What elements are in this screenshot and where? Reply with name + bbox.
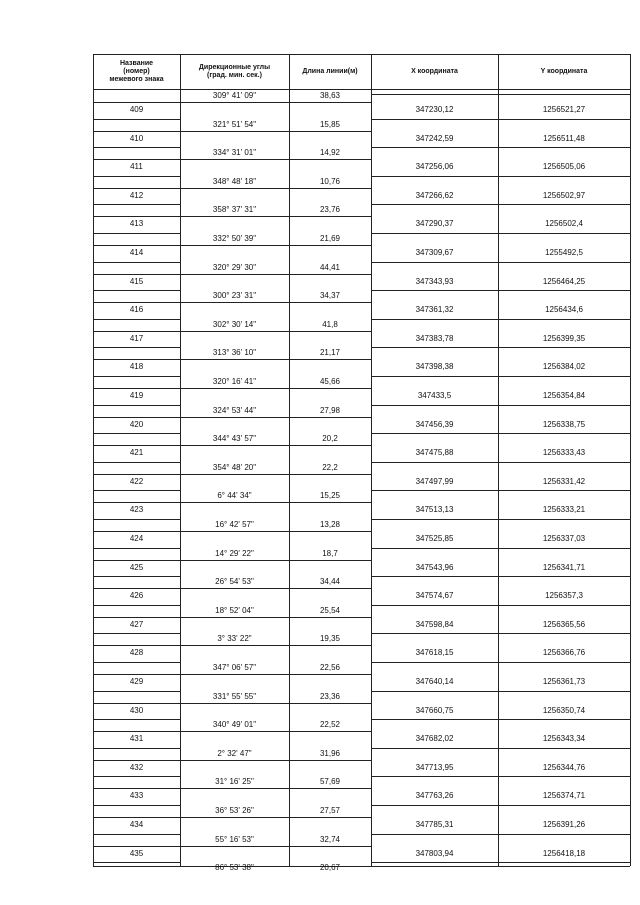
y-coordinate: 1256502,97: [542, 190, 586, 200]
y-coordinate: 1256384,02: [542, 362, 586, 372]
name-rule: [93, 703, 180, 704]
y-coordinate: 1256391,26: [542, 820, 586, 829]
row-rule: [180, 617, 371, 618]
row-rule: [180, 417, 371, 418]
point-rule: [93, 147, 180, 148]
point-rule: [93, 862, 180, 863]
name-rule: [93, 445, 180, 446]
x-coordinate: 347513,13: [415, 505, 454, 515]
name-rule: [93, 245, 180, 246]
y-coordinate: 1256343,34: [542, 734, 586, 744]
point-rule: [93, 176, 180, 177]
point-rule: [93, 691, 180, 692]
y-coordinate: 1256333,21: [542, 505, 586, 515]
point-rule: [93, 376, 180, 377]
point-rule: [371, 862, 630, 863]
row-rule: [180, 502, 371, 503]
direction-angle: 31° 16' 25": [215, 777, 254, 787]
point-rule: [371, 633, 630, 634]
y-coordinate: 1256505,06: [542, 162, 586, 172]
point-rule: [93, 748, 180, 749]
line-length: 23,36: [319, 691, 341, 701]
point-rule: [371, 462, 630, 463]
point-name: 425: [129, 562, 144, 572]
y-coordinate: 1256361,73: [542, 677, 586, 686]
line-length: 14,92: [319, 148, 341, 158]
direction-angle: 3° 33' 22": [217, 634, 252, 644]
line-length: 10,76: [319, 176, 341, 186]
line-length: 32,74: [319, 834, 341, 844]
direction-angle: 55° 16' 53": [215, 834, 254, 844]
point-name: 418: [129, 362, 144, 372]
header-length-line: Длина линии(м): [302, 67, 358, 75]
y-coordinate: 1256418,18: [542, 848, 586, 858]
point-rule: [93, 548, 180, 549]
x-coordinate: 347763,26: [415, 791, 454, 801]
line-length: 34,37: [319, 291, 341, 301]
name-rule: [93, 617, 180, 618]
y-coordinate: 1256354,84: [542, 391, 586, 400]
row-rule: [180, 102, 371, 103]
y-coordinate: 1256511,48: [543, 133, 585, 143]
point-rule: [371, 834, 630, 835]
name-rule: [93, 674, 180, 675]
line-length: 34,44: [319, 577, 341, 587]
x-coordinate: 347361,32: [415, 305, 454, 315]
point-rule: [371, 576, 630, 577]
point-name: 417: [129, 333, 144, 343]
x-coordinate: 347785,31: [415, 820, 454, 829]
name-rule: [93, 560, 180, 561]
point-rule: [93, 290, 180, 291]
point-rule: [93, 490, 180, 491]
point-rule: [371, 605, 630, 606]
line-length: 44,41: [319, 262, 341, 272]
point-rule: [371, 519, 630, 520]
point-name: 420: [129, 419, 144, 429]
point-rule: [93, 605, 180, 606]
y-coordinate: 1256502,4: [545, 219, 583, 229]
line-length: 25,54: [319, 605, 341, 615]
point-name: 415: [129, 276, 144, 286]
header-angle-line: Дирекционные углы: [198, 63, 271, 71]
line-length: 45,66: [319, 377, 341, 386]
x-coordinate: 347433,5: [417, 391, 452, 400]
x-coordinate: 347682,02: [415, 734, 454, 744]
x-coordinate: 347803,94: [415, 848, 454, 858]
row-rule: [180, 274, 371, 275]
row-rule: [180, 188, 371, 189]
name-rule: [93, 216, 180, 217]
y-coordinate: 1256374,71: [542, 791, 586, 801]
name-rule: [93, 531, 180, 532]
point-name: 421: [129, 448, 144, 458]
header-angle-line: (град. мин. сек.): [207, 71, 262, 79]
x-coordinate: 347497,99: [415, 476, 454, 486]
x-coordinate: 347456,39: [415, 419, 454, 429]
y-coordinate: 1255492,5: [545, 248, 583, 257]
y-coordinate: 1256464,25: [542, 276, 586, 286]
point-name: 419: [129, 391, 144, 400]
header-name-line: Название: [119, 59, 154, 67]
point-name: 430: [129, 705, 144, 715]
point-name: 416: [129, 305, 144, 315]
point-rule: [93, 433, 180, 434]
name-rule: [93, 502, 180, 503]
direction-angle: 302° 30' 14": [212, 319, 257, 329]
direction-angle: 36° 53' 26": [215, 806, 254, 815]
point-name: 427: [129, 619, 144, 629]
y-coordinate: 1256338,75: [542, 419, 586, 429]
x-coordinate: 347343,93: [415, 276, 454, 286]
row-rule: [180, 474, 371, 475]
point-rule: [371, 376, 630, 377]
xy-top-rule: [371, 94, 630, 95]
row-rule: [180, 846, 371, 847]
row-rule: [180, 531, 371, 532]
direction-angle: 14° 29' 22": [215, 548, 254, 558]
point-name: 432: [129, 762, 144, 772]
point-rule: [93, 834, 180, 835]
row-rule: [180, 159, 371, 160]
row-rule: [180, 445, 371, 446]
direction-angle: 354° 48' 20": [212, 462, 257, 472]
header-length: [289, 68, 371, 76]
x-coordinate: 347266,62: [415, 190, 454, 200]
line-length: 21,69: [319, 234, 341, 243]
header-name-line: межевого знака: [109, 75, 164, 83]
point-rule: [371, 147, 630, 148]
row-rule: [180, 817, 371, 818]
y-coordinate: 1256521,27: [542, 105, 586, 114]
x-coordinate: 347574,67: [415, 591, 454, 601]
header-angle: [180, 64, 289, 80]
line-length: 13,28: [319, 520, 341, 529]
y-coordinate: 1256365,56: [542, 619, 586, 629]
y-coordinate: 1256341,71: [542, 562, 586, 572]
y-coordinate: 1256434,6: [545, 305, 583, 315]
direction-angle: 6° 44' 34": [217, 491, 252, 501]
name-rule: [93, 645, 180, 646]
line-length: 20,67: [319, 863, 341, 873]
line-length: 15,85: [319, 119, 341, 129]
line-length: 22,52: [319, 720, 341, 730]
name-rule: [93, 788, 180, 789]
line-length: 15,25: [319, 491, 341, 501]
point-name: 413: [129, 219, 144, 229]
row-rule: [180, 674, 371, 675]
point-name: 426: [129, 591, 144, 601]
direction-angle: 358° 37' 31": [212, 205, 257, 215]
table-border-top: [93, 54, 630, 55]
point-name: 410: [129, 133, 144, 143]
row-rule: [180, 703, 371, 704]
direction-angle: 332° 50' 39": [212, 234, 257, 243]
point-rule: [93, 662, 180, 663]
point-rule: [371, 319, 630, 320]
name-rule: [93, 474, 180, 475]
point-rule: [93, 233, 180, 234]
name-rule: [93, 588, 180, 589]
direction-angle: 344° 43' 57": [212, 434, 257, 444]
direction-angle: 313° 36' 10": [212, 348, 257, 358]
line-length: 22,2: [322, 462, 338, 472]
y-coordinate: 1256344,76: [542, 762, 586, 772]
x-coordinate: 347640,14: [415, 677, 454, 686]
header-y: [498, 68, 630, 76]
direction-angle: 320° 16' 41": [212, 377, 257, 386]
header-name: [93, 60, 180, 84]
y-coordinate: 1256337,03: [542, 534, 586, 543]
point-rule: [93, 519, 180, 520]
row-rule: [180, 588, 371, 589]
x-coordinate: 347525,85: [415, 534, 454, 543]
point-rule: [93, 719, 180, 720]
row-rule: [180, 760, 371, 761]
direction-angle: 309° 41' 09": [212, 91, 257, 100]
point-rule: [93, 405, 180, 406]
point-rule: [93, 576, 180, 577]
header-rule: [93, 89, 630, 90]
row-rule: [180, 331, 371, 332]
point-rule: [93, 347, 180, 348]
name-rule: [93, 359, 180, 360]
header-name-line: (номер): [123, 67, 150, 75]
header-x-line: X координата: [411, 67, 458, 75]
point-name: 409: [129, 105, 144, 114]
line-length: 27,57: [319, 806, 341, 815]
point-name: 423: [129, 505, 144, 515]
point-rule: [371, 719, 630, 720]
coordinates-table: [93, 54, 630, 873]
row-rule: [180, 359, 371, 360]
point-rule: [93, 805, 180, 806]
point-rule: [93, 119, 180, 120]
name-rule: [93, 131, 180, 132]
point-rule: [93, 262, 180, 263]
x-coordinate: 347618,15: [415, 648, 454, 658]
name-rule: [93, 302, 180, 303]
direction-angle: 18° 52' 04": [215, 605, 254, 615]
direction-angle: 320° 29' 30": [212, 262, 257, 272]
point-name: 431: [129, 734, 144, 744]
name-rule: [93, 159, 180, 160]
direction-angle: 331° 55' 55": [212, 691, 257, 701]
x-coordinate: 347290,37: [415, 219, 454, 229]
name-rule: [93, 817, 180, 818]
x-coordinate: 347309,67: [415, 248, 454, 257]
line-length: 27,98: [319, 405, 341, 415]
column-rule: [289, 54, 290, 866]
point-rule: [371, 347, 630, 348]
name-rule: [93, 760, 180, 761]
point-rule: [371, 548, 630, 549]
y-coordinate: 1256331,42: [542, 476, 586, 486]
point-rule: [371, 290, 630, 291]
point-name: 435: [129, 848, 144, 858]
name-rule: [93, 274, 180, 275]
point-name: 429: [129, 677, 144, 686]
name-rule: [93, 188, 180, 189]
point-rule: [371, 204, 630, 205]
x-coordinate: 347230,12: [415, 105, 454, 114]
x-coordinate: 347256,06: [415, 162, 454, 172]
name-rule: [93, 417, 180, 418]
line-length: 22,56: [319, 663, 341, 672]
point-rule: [371, 262, 630, 263]
name-rule: [93, 846, 180, 847]
line-length: 23,76: [319, 205, 341, 215]
point-rule: [371, 490, 630, 491]
point-name: 414: [129, 248, 144, 257]
name-rule: [93, 331, 180, 332]
row-rule: [180, 788, 371, 789]
x-coordinate: 347398,38: [415, 362, 454, 372]
x-coordinate: 347713,95: [415, 762, 454, 772]
direction-angle: 324° 53' 44": [212, 405, 257, 415]
point-rule: [371, 433, 630, 434]
y-coordinate: 1256366,76: [542, 648, 586, 658]
point-rule: [371, 176, 630, 177]
header-y-line: Y координата: [540, 67, 588, 75]
point-rule: [93, 633, 180, 634]
direction-angle: 86° 53' 38": [215, 863, 254, 873]
point-rule: [93, 776, 180, 777]
line-length: 19,35: [319, 634, 341, 644]
x-coordinate: 347242,59: [415, 133, 454, 143]
row-rule: [180, 645, 371, 646]
point-rule: [371, 805, 630, 806]
direction-angle: 16° 42' 57": [215, 520, 254, 529]
direction-angle: 300° 23' 31": [212, 291, 257, 301]
x-coordinate: 347598,84: [415, 619, 454, 629]
row-rule: [180, 245, 371, 246]
row-rule: [180, 302, 371, 303]
point-rule: [371, 748, 630, 749]
point-name: 412: [129, 190, 144, 200]
y-coordinate: 1256399,35: [542, 333, 586, 343]
name-rule: [93, 388, 180, 389]
line-length: 31,96: [319, 748, 341, 758]
point-name: 434: [129, 820, 144, 829]
line-length: 38,63: [319, 91, 341, 100]
name-rule: [93, 102, 180, 103]
column-rule: [180, 54, 181, 866]
point-rule: [371, 776, 630, 777]
line-length: 18,7: [322, 548, 338, 558]
point-name: 422: [129, 476, 144, 486]
row-rule: [180, 131, 371, 132]
direction-angle: 340° 49' 01": [212, 720, 257, 730]
line-length: 20,2: [322, 434, 338, 444]
y-coordinate: 1256350,74: [542, 705, 586, 715]
line-length: 41,8: [322, 319, 338, 329]
row-rule: [180, 388, 371, 389]
x-coordinate: 347475,88: [415, 448, 454, 458]
row-rule: [180, 560, 371, 561]
point-rule: [93, 319, 180, 320]
point-rule: [93, 204, 180, 205]
point-rule: [93, 462, 180, 463]
line-length: 57,69: [319, 777, 341, 787]
header-x: [371, 68, 498, 76]
row-rule: [180, 216, 371, 217]
direction-angle: 334° 31' 01": [212, 148, 257, 158]
x-coordinate: 347543,96: [415, 562, 454, 572]
direction-angle: 321° 51' 54": [212, 119, 257, 129]
point-name: 424: [129, 534, 144, 543]
point-name: 428: [129, 648, 144, 658]
line-length: 21,17: [319, 348, 341, 358]
direction-angle: 26° 54' 53": [215, 577, 254, 587]
y-coordinate: 1256333,43: [542, 448, 586, 458]
point-name: 433: [129, 791, 144, 801]
x-coordinate: 347660,75: [415, 705, 454, 715]
row-rule: [180, 731, 371, 732]
direction-angle: 347° 06' 57": [212, 663, 257, 672]
point-rule: [371, 691, 630, 692]
name-rule: [93, 731, 180, 732]
point-name: 411: [130, 162, 143, 172]
direction-angle: 2° 32' 47": [217, 748, 252, 758]
y-coordinate: 1256357,3: [545, 591, 583, 601]
point-rule: [371, 662, 630, 663]
x-coordinate: 347383,78: [415, 333, 454, 343]
point-rule: [371, 233, 630, 234]
column-rule: [630, 54, 631, 866]
point-rule: [371, 405, 630, 406]
point-rule: [371, 119, 630, 120]
direction-angle: 348° 48' 18": [212, 176, 257, 186]
